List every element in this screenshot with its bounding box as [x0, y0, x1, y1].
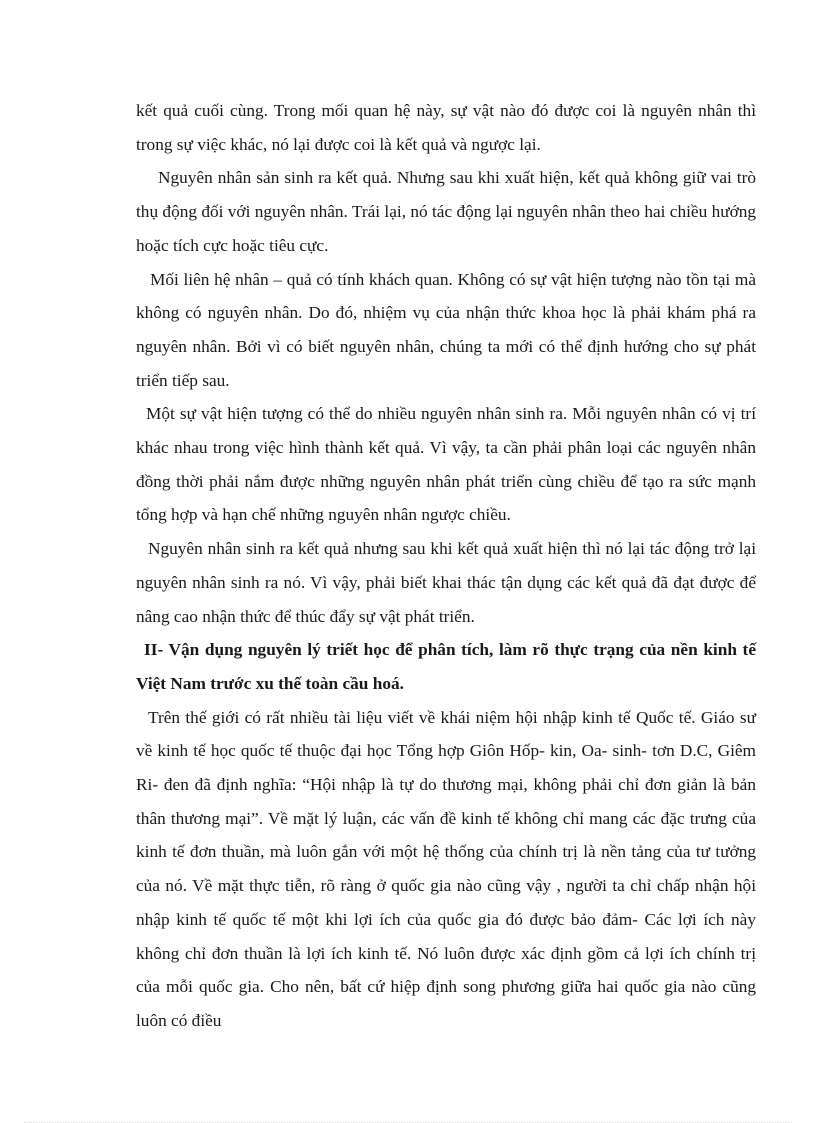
section-heading: II- Vận dụng nguyên lý triết học để phân tích, làm rõ thực trạng của nền kinh tế Việt Nam trước xu thế toàn cầu hoá.: [136, 640, 756, 693]
paragraph-effect-feedback: Nguyên nhân sản sinh ra kết quả. Nhưng sau khi xuất hiện, kết quả không giữ vai trò thụ động đối với nguyên nhân. Trái lại, nó tác động lại nguyên nhân theo hai chiều hướng hoặc tích cực hoặc tiêu cực.: [136, 168, 756, 255]
paragraph-objective-causality: Mối liên hệ nhân – quả có tính khách quan. Không có sự vật hiện tượng nào tồn tại mà không có nguyên nhân. Do đó, nhiệm vụ của nhận thức khoa học là phải khám phá ra nguyên nhân. Bởi vì có biết nguyên nhân, chúng ta mới có thể định hướng cho sự phát triển tiếp sau.: [136, 269, 756, 390]
paragraph-multiple-causes: Một sự vật hiện tượng có thể do nhiều nguyên nhân sinh ra. Mỗi nguyên nhân có vị trí khác nhau trong việc hình thành kết quả. Vì vậy, ta cần phải phân loại các nguyên nhân đồng thời phải nắm được những nguyên nhân phát triển cùng chiều để tạo ra sức mạnh tổng hợp và hạn chế những nguyên nhân ngược chiều.: [136, 404, 756, 525]
document-page: [136, 94, 756, 1038]
paragraph-economic-integration: Trên thế giới có rất nhiều tài liệu viết về khái niệm hội nhập kinh tế Quốc tế. Giáo sư về kinh tế học quốc tế thuộc đại học Tổng hợp Giôn Hốp- kin, Oa- sinh- tơn D.C, Giêm Ri- đen đã định nghĩa: “Hội nhập là tự do thương mại, không phải chỉ đơn giản là bản thân thương mại”. Về mặt lý luận, các vấn đề kinh tế không chỉ mang các đặc trưng của kinh tế đơn thuần, mà luôn gắn với một hệ thống của chính trị là nền tảng của tư tưởng của nó. Về mặt thực tiễn, rõ ràng ở quốc gia nào cũng vậy , người ta chỉ chấp nhận hội nhập kinh tế quốc tế một khi lợi ích của quốc gia đó được bảo đảm- Các lợi ích này không chỉ đơn thuần là lợi ích kinh tế. Nó luôn được xác định gồm cả lợi ích chính trị của mỗi quốc gia. Cho nên, bất cứ hiệp định song phương giữa hai quốc gia nào cũng luôn có điều: [136, 707, 756, 1030]
paragraph-cause-effect-continuation: kết quả cuối cùng. Trong mối quan hệ này, sự vật nào đó được coi là nguyên nhân thì trong sự việc khác, nó lại được coi là kết quả và ngược lại.: [136, 101, 756, 154]
paragraph-effect-impacts-cause: Nguyên nhân sinh ra kết quả nhưng sau khi kết quả xuất hiện thì nó lại tác động trở lại nguyên nhân sinh ra nó. Vì vậy, phải biết khai thác tận dụng các kết quả đã đạt được để nâng cao nhận thức để thúc đẩy sự vật phát triển.: [136, 539, 756, 626]
